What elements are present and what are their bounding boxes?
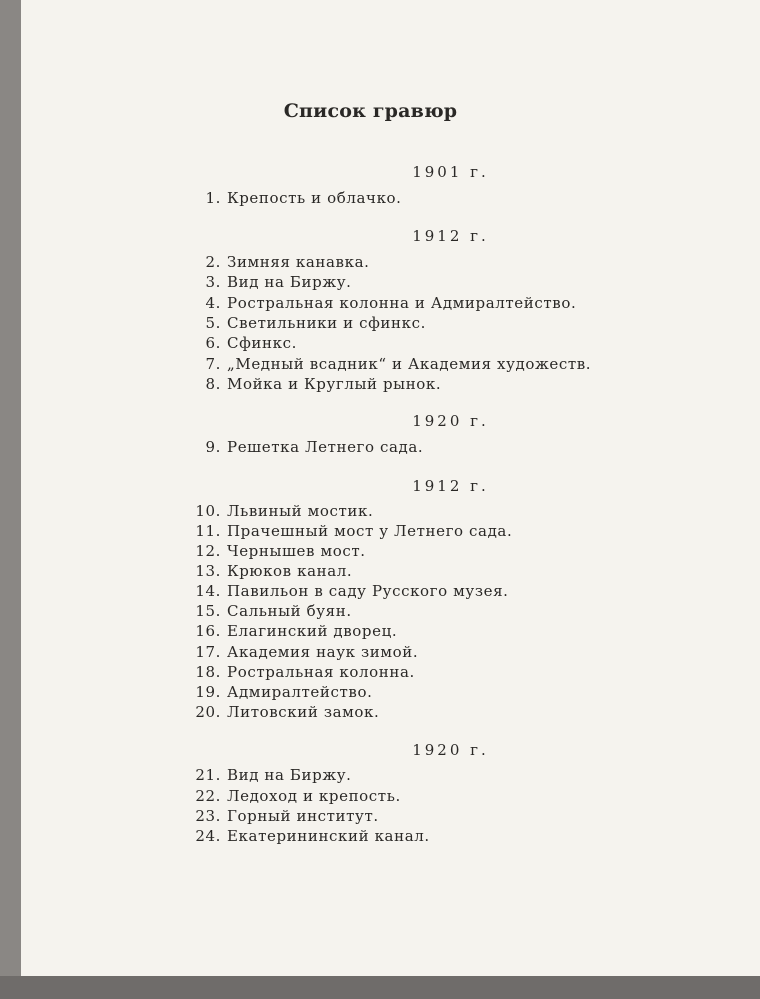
item-title: Львиный мостик. <box>227 502 374 520</box>
item-number: 15. <box>195 602 221 620</box>
section-year: 1912 г. <box>412 227 489 245</box>
item-title: Прачешный мост у Летнего сада. <box>227 522 513 540</box>
scan-border-bottom <box>0 976 760 999</box>
list-item <box>171 806 379 826</box>
document-page <box>21 0 760 976</box>
item-number: 7. <box>205 355 221 373</box>
item-title: Адмиралтейство. <box>227 683 373 701</box>
list-item <box>171 252 370 272</box>
list-item <box>171 601 352 621</box>
item-number: 10. <box>195 502 221 520</box>
list-item <box>171 682 372 702</box>
item-title: Ростральная колонна и Адмиралтейство. <box>227 294 577 312</box>
item-title: Мойка и Круглый рынок. <box>227 375 442 393</box>
list-item <box>171 313 426 333</box>
item-title: Светильники и сфинкс. <box>227 314 426 332</box>
item-number: 18. <box>195 663 221 681</box>
item-number: 17. <box>195 643 221 661</box>
item-number: 22. <box>195 787 221 805</box>
item-title: Вид на Биржу. <box>227 273 352 291</box>
item-number: 11. <box>195 522 221 540</box>
item-title: Екатерининский канал. <box>227 827 430 845</box>
list-item <box>171 501 373 521</box>
item-title: Крепость и облачко. <box>227 189 402 207</box>
list-item <box>171 272 352 292</box>
item-number: 12. <box>195 542 221 560</box>
section-year: 1901 г. <box>412 163 489 181</box>
item-number: 14. <box>195 582 221 600</box>
item-number: 9. <box>205 438 221 456</box>
item-number: 19. <box>195 683 221 701</box>
list-item <box>171 188 402 208</box>
list-item <box>171 293 576 313</box>
item-number: 8. <box>205 375 221 393</box>
item-title: Академия наук зимой. <box>227 643 419 661</box>
item-number: 1. <box>205 189 221 207</box>
item-title: Ростральная колонна. <box>227 663 415 681</box>
item-title: Сальный буян. <box>227 602 352 620</box>
item-number: 2. <box>205 253 221 271</box>
item-number: 4. <box>205 294 221 312</box>
list-item <box>171 437 423 457</box>
item-number: 23. <box>195 807 221 825</box>
item-title: Зимняя канавка. <box>227 253 370 271</box>
list-item <box>171 702 379 722</box>
item-title: Горный институт. <box>227 807 379 825</box>
section-year: 1920 г. <box>412 412 489 430</box>
section-year: 1912 г. <box>412 477 489 495</box>
list-item <box>171 786 401 806</box>
list-item <box>171 561 352 581</box>
list-item <box>171 374 441 394</box>
item-number: 3. <box>205 273 221 291</box>
list-item <box>171 541 366 561</box>
item-title: Литовский замок. <box>227 703 380 721</box>
list-item <box>171 581 509 601</box>
list-item <box>171 826 430 846</box>
item-number: 21. <box>195 766 221 784</box>
page-title: Список гравюр <box>283 100 458 122</box>
item-number: 5. <box>205 314 221 332</box>
item-number: 16. <box>195 622 221 640</box>
list-item <box>171 621 397 641</box>
item-title: Вид на Биржу. <box>227 766 352 784</box>
item-number: 20. <box>195 703 221 721</box>
item-title: Ледоход и крепость. <box>227 787 401 805</box>
item-title: Сфинкс. <box>227 334 297 352</box>
item-title: Павильон в саду Русского музея. <box>227 582 509 600</box>
list-item <box>171 521 512 541</box>
list-item <box>171 662 415 682</box>
item-number: 13. <box>195 562 221 580</box>
list-item <box>171 333 297 353</box>
list-item <box>171 642 418 662</box>
item-title: Решетка Летнего сада. <box>227 438 424 456</box>
item-number: 24. <box>195 827 221 845</box>
list-item <box>171 765 352 785</box>
section-year: 1920 г. <box>412 741 489 759</box>
item-title: Крюков канал. <box>227 562 353 580</box>
item-title: „Медный всадник“ и Академия художеств. <box>227 355 592 373</box>
item-number: 6. <box>205 334 221 352</box>
item-title: Чернышев мост. <box>227 542 366 560</box>
item-title: Елагинский дворец. <box>227 622 398 640</box>
list-item <box>171 354 591 374</box>
scan-border-left <box>0 0 21 999</box>
